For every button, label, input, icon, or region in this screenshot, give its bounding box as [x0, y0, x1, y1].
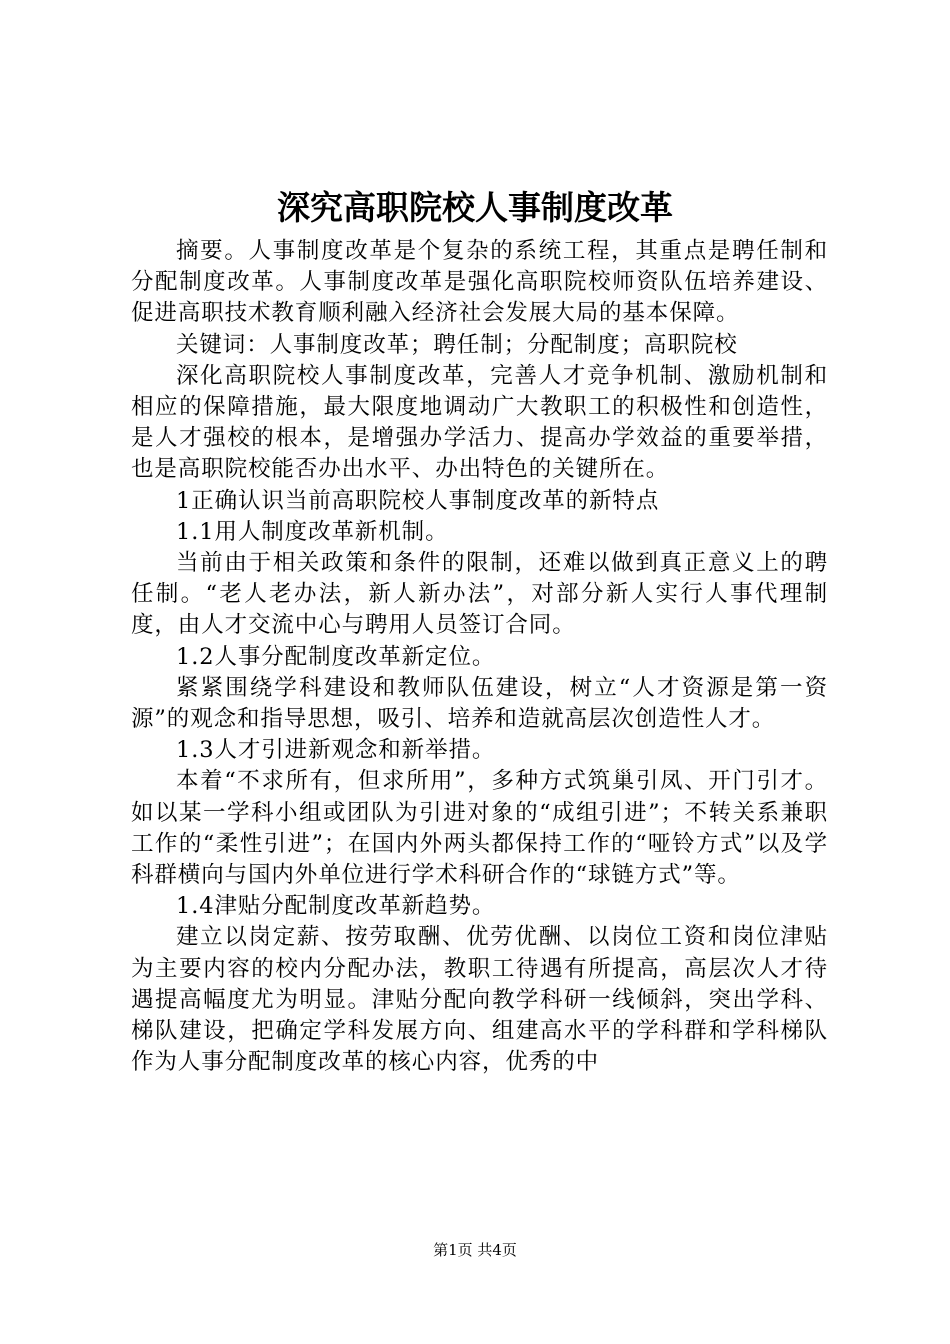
body-paragraph: 紧紧围绕学科建设和教师队伍建设，树立“人才资源是第一资源”的观念和指导思想，吸引、培养和造就高层次创造性人才。 [131, 674, 828, 733]
page-number-footer: 第1页 共4页 [433, 1241, 517, 1259]
subsection-heading: 1.2人事分配制度改革新定位。 [176, 643, 496, 670]
document-body [131, 236, 828, 1078]
body-paragraph: 当前由于相关政策和条件的限制，还难以做到真正意义上的聘任制。“老人老办法，新人新办法”，对部分新人实行人事代理制度，由人才交流中心与聘用人员签订合同。 [131, 550, 828, 639]
abstract-paragraph: 摘要。人事制度改革是个复杂的系统工程，其重点是聘任制和分配制度改革。人事制度改革是强化高职院校师资队伍培养建设、促进高职技术教育顺利融入经济社会发展大局的基本保障。 [131, 238, 828, 327]
body-paragraph: 深化高职院校人事制度改革，完善人才竞争机制、激励机制和相应的保障措施，最大限度地调动广大教职工的积极性和创造性，是人才强校的根本，是增强办学活力、提高办学效益的重要举措，也是高职院校能否办出水平、办出特色的关键所在。 [131, 362, 828, 483]
subsection-heading: 1.1用人制度改革新机制。 [176, 518, 449, 545]
subsection-heading: 1.3人才引进新观念和新举措。 [176, 737, 496, 764]
document-title: 深究高职院校人事制度改革 [277, 188, 673, 227]
subsection-heading: 1.4津贴分配制度改革新趋势。 [176, 893, 496, 920]
body-paragraph: 建立以岗定薪、按劳取酬、优劳优酬、以岗位工资和岗位津贴为主要内容的校内分配办法，教职工待遇有所提高，高层次人才待遇提高幅度尤为明显。津贴分配向教学科研一线倾斜，突出学科、梯队建设，把确定学科发展方向、组建高水平的学科群和学科梯队作为人事分配制度改革的核心内容，优秀的中 [131, 924, 828, 1076]
section-heading: 1正确认识当前高职院校人事制度改革的新特点 [176, 487, 660, 514]
body-paragraph: 本着“不求所有，但求所用”，多种方式筑巢引凤、开门引才。如以某一学科小组或团队为引进对象的“成组引进”；不转关系兼职工作的“柔性引进”；在国内外两头都保持工作的“哑铃方式”以及学科群横向与国内外单位进行学术科研合作的“球链方式”等。 [131, 768, 828, 889]
keywords-paragraph: 关键词：人事制度改革；聘任制；分配制度；高职院校 [176, 331, 738, 358]
